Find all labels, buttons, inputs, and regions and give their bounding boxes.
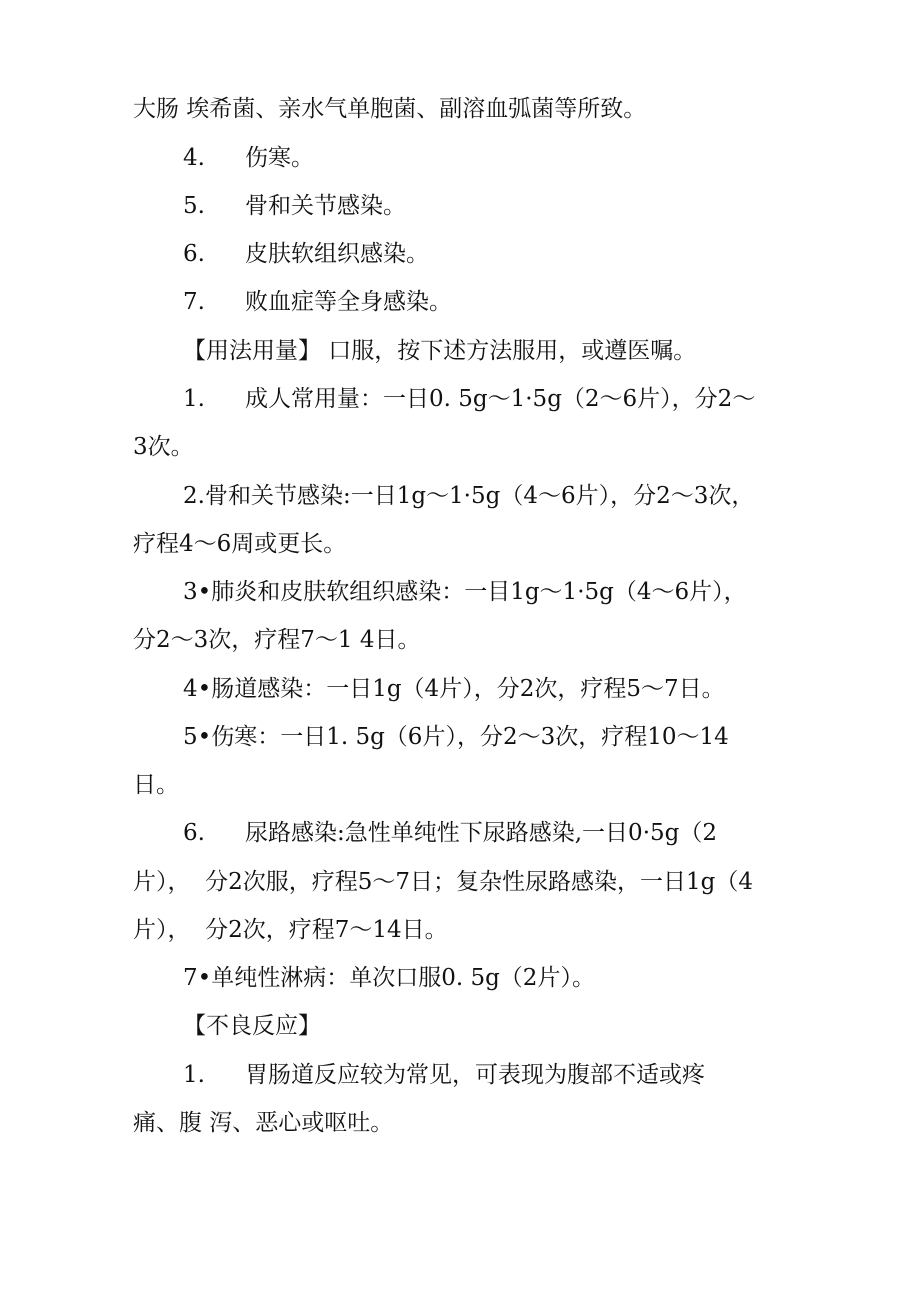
dosage-number-1: 1. [183,386,205,412]
list-item-typhoid: 伤寒。 [245,145,314,171]
dosage-number-6: 6. [183,820,205,846]
list-item-skin-soft-tissue: 皮肤软组织感染。 [245,241,429,267]
list-number-5: 5. [183,193,205,219]
list-number-7: 7. [183,289,205,315]
dosage-bone-joint: 2.骨和关节感染:一日1g～1·5g（4～6片），分2～3次， [183,483,755,509]
dosage-urinary: 尿路感染:急性单纯性下尿路感染,一日0·5g（2 [245,820,717,846]
dosage-pneumonia-cont: 分2～3次，疗程7～1 4日。 [133,627,421,653]
adverse-gi-cont: 痛、腹 泻、恶心或呕吐。 [133,1110,394,1136]
dosage-urinary-cont-1: 片）， 分2次服，疗程5～7日；复杂性尿路感染，一日1g（4 [133,869,754,895]
dosage-gonorrhea: 7•单纯性淋病：单次口服0. 5g（2片）。 [183,965,595,991]
list-item-bone-joint: 骨和关节感染。 [245,193,406,219]
list-item-septicemia: 败血症等全身感染。 [245,289,452,315]
dosage-urinary-cont-2: 片）， 分2次，疗程7～14日。 [133,917,448,943]
dosage-pneumonia: 3•肺炎和皮肤软组织感染：一目1g～1·5g（4～6片）， [183,579,747,605]
dosage-adult-cont: 3次。 [133,434,194,460]
list-number-6: 6. [183,241,205,267]
adverse-gi: 胃肠道反应较为常见，可表现为腹部不适或疼 [245,1062,705,1088]
dosage-bone-joint-cont: 疗程4～6周或更长。 [133,531,347,557]
dosage-adult: 成人常用量：一日0. 5g～1·5g（2～6片），分2～ [245,386,756,412]
dosage-typhoid: 5•伤寒：一日1. 5g（6片），分2～3次，疗程10～14 [183,724,729,750]
dosage-typhoid-cont: 日。 [133,772,179,798]
section-heading-adverse: 【不良反应】 [183,1013,321,1039]
text-line-1: 大肠 埃希菌、亲水气单胞菌、副溶血弧菌等所致。 [133,96,647,122]
list-number-4: 4. [183,145,205,171]
adverse-number-1: 1. [183,1062,205,1088]
dosage-intestinal: 4•肠道感染：一日1g（4片），分2次，疗程5～7日。 [183,676,725,702]
section-heading-dosage: 【用法用量】 口服，按下述方法服用，或遵医嘱。 [183,338,697,364]
